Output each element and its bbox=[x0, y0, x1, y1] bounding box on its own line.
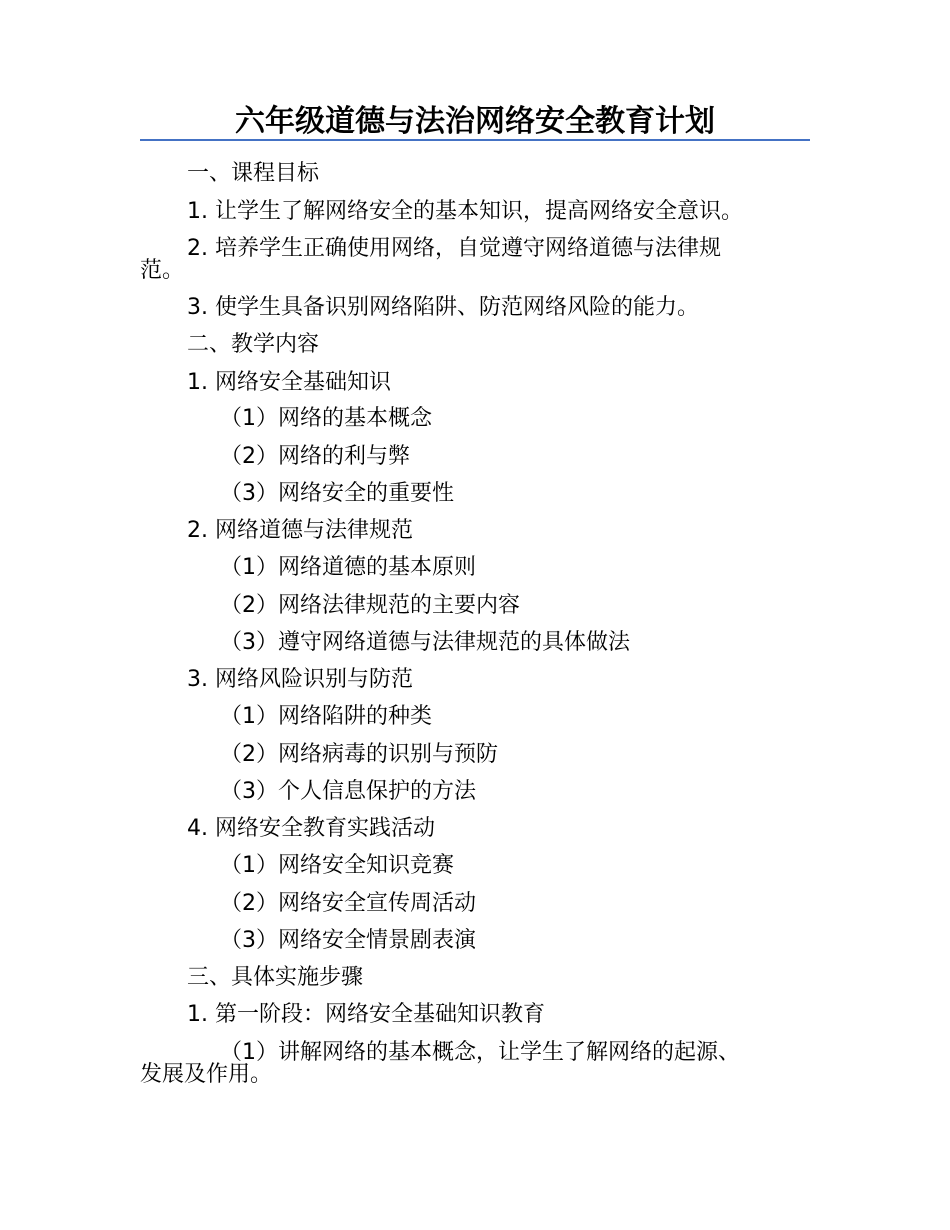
step-subitem: （1）讲解网络的基本概念，让学生了解网络的起源、 bbox=[220, 1040, 740, 1065]
content-topic-4: 4. 网络安全教育实践活动 bbox=[187, 816, 435, 841]
content-subitem: （2）网络法律规范的主要内容 bbox=[220, 593, 520, 618]
content-subitem: （2）网络病毒的识别与预防 bbox=[220, 742, 498, 767]
goal-item-3: 3. 使学生具备识别网络陷阱、防范网络风险的能力。 bbox=[187, 295, 699, 320]
section-heading-content: 二、教学内容 bbox=[187, 332, 320, 357]
content-subitem: （3）网络安全的重要性 bbox=[220, 481, 454, 506]
section-heading-goals: 一、课程目标 bbox=[187, 161, 320, 186]
content-subitem: （3）个人信息保护的方法 bbox=[220, 779, 476, 804]
content-subitem: （1）网络的基本概念 bbox=[220, 406, 432, 431]
content-topic-3: 3. 网络风险识别与防范 bbox=[187, 667, 413, 692]
goal-item-1: 1. 让学生了解网络安全的基本知识，提高网络安全意识。 bbox=[187, 199, 743, 224]
content-subitem: （2）网络安全宣传周活动 bbox=[220, 891, 476, 916]
content-subitem: （1）网络安全知识竞赛 bbox=[220, 853, 454, 878]
content-subitem: （3）遵守网络道德与法律规范的具体做法 bbox=[220, 630, 630, 655]
content-subitem: （1）网络道德的基本原则 bbox=[220, 555, 476, 580]
step-subitem-continued: 发展及作用。 bbox=[140, 1062, 273, 1087]
document-title: 六年级道德与法治网络安全教育计划 bbox=[235, 104, 715, 139]
content-topic-2: 2. 网络道德与法律规范 bbox=[187, 518, 413, 543]
goal-item-2: 2. 培养学生正确使用网络，自觉遵守网络道德与法律规 bbox=[187, 236, 721, 261]
content-subitem: （3）网络安全情景剧表演 bbox=[220, 928, 476, 953]
goal-item-2-continued: 范。 bbox=[140, 258, 185, 283]
content-subitem: （2）网络的利与弊 bbox=[220, 444, 410, 469]
step-phase-1: 1. 第一阶段：网络安全基础知识教育 bbox=[187, 1002, 545, 1027]
section-heading-steps: 三、具体实施步骤 bbox=[187, 965, 364, 990]
content-subitem: （1）网络陷阱的种类 bbox=[220, 704, 432, 729]
title-underline bbox=[140, 139, 810, 141]
content-topic-1: 1. 网络安全基础知识 bbox=[187, 370, 391, 395]
